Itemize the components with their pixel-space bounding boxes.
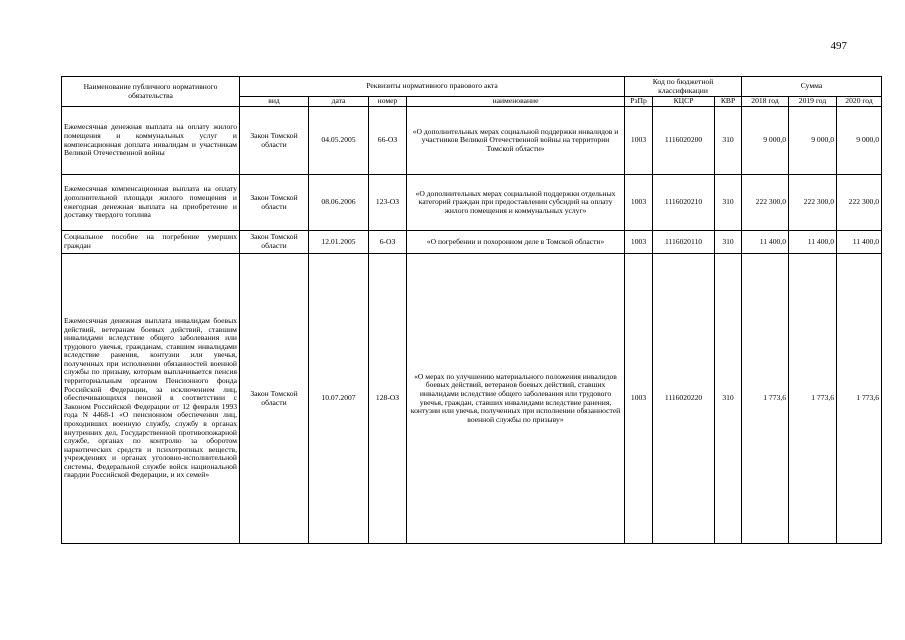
number-cell: 128-ОЗ [369, 254, 407, 544]
date-cell: 12.01.2005 [309, 231, 369, 254]
kcsr-cell: 1116020220 [653, 254, 715, 544]
header-2020: 2020 год [837, 97, 882, 107]
table-row [62, 107, 882, 175]
header-rzpr: РзПр [625, 97, 653, 107]
header-sum: Сумма [742, 77, 882, 97]
obligation-cell: Ежемесячная денежная выплата на оплату жилого помещения и коммунальных услуг и компенсационная доплата инвалидам и участникам Великой Отечественной войны [62, 107, 240, 175]
kcsr-cell: 1116020200 [653, 107, 715, 175]
sum-2020-cell: 1 773,6 [837, 254, 882, 544]
sum-2019-cell: 9 000,0 [789, 107, 837, 175]
date-cell: 08.06.2006 [309, 175, 369, 231]
rzpr-cell: 1003 [625, 175, 653, 231]
sum-2019-cell: 11 400,0 [789, 231, 837, 254]
header-2019: 2019 год [789, 97, 837, 107]
obligation-cell: Ежемесячная компенсационная выплата на оплату дополнительной площади жилого помещения и ежегодная денежная выплата на приобретение и доставку твердого топлива [62, 175, 240, 231]
table-row [62, 254, 882, 544]
table-row [62, 231, 882, 254]
header-date: дата [309, 97, 369, 107]
header-obligation: Наименование публичного нормативного обязательства [62, 77, 240, 107]
header-requisites: Реквизиты нормативного правового акта [240, 77, 625, 97]
kvr-cell: 310 [715, 107, 742, 175]
act-type-cell: Закон Томской области [240, 231, 309, 254]
date-cell: 04.05.2005 [309, 107, 369, 175]
act-name-cell: «О мерах по улучшению материального положения инвалидов боевых действий, ветеранов боевых действий, ставших инвалидами вследствие общего заболевания или трудового увечья, граждан, ставших инвалидами вследствие ранения, контузии или увечья, полученных при исполнении обязанностей военной службы по призыву» [407, 254, 625, 544]
rzpr-cell: 1003 [625, 254, 653, 544]
sum-2018-cell: 222 300,0 [742, 175, 789, 231]
obligation-cell: Ежемесячная денежная выплата инвалидам боевых действий, ветеранам боевых действий, ставшим инвалидами вследствие общего заболевания или трудового увечья, гражданам, ставшим инвалидами вследствие ранения, контузии или увечья, полученных при исполнении обязанностей военной службы по призыву, которым выплачивается пенсия территориальным органом Пенсионного фонда Российской Федерации, за исключением лиц, обеспечивающихся пенсией в соответствии с Законом Российской Федерации от 12 февраля 1993 года N 4468-1 «О пенсионном обеспечении лиц, проходивших военную службу, службу в органах внутренних дел, Государственной противопожарной службе, органах по контролю за оборотом наркотических средств и психотропных веществ, учреждениях и органах уголовно-исполнительной системы, Федеральной службе войск национальной гвардии Российской Федерации, и их семей» [62, 254, 240, 544]
rzpr-cell: 1003 [625, 107, 653, 175]
act-name-cell: «О дополнительных мерах социальной поддержки инвалидов и участников Великой Отечественной войны на территории Томской области» [407, 107, 625, 175]
header-2018: 2018 год [742, 97, 789, 107]
sum-2019-cell: 1 773,6 [789, 254, 837, 544]
header-kcsr: КЦСР [653, 97, 715, 107]
act-name-cell: «О погребении и похоронном деле в Томской области» [407, 231, 625, 254]
table-row [62, 175, 882, 231]
kcsr-cell: 1116020110 [653, 231, 715, 254]
kcsr-cell: 1116020210 [653, 175, 715, 231]
act-name-cell: «О дополнительных мерах социальной поддержки отдельных категорий граждан при предоставлении субсидий на оплату жилого помещения и коммунальных услуг» [407, 175, 625, 231]
act-type-cell: Закон Томской области [240, 254, 309, 544]
kvr-cell: 310 [715, 175, 742, 231]
number-cell: 66-ОЗ [369, 107, 407, 175]
header-kvr: КВР [715, 97, 742, 107]
sum-2018-cell: 1 773,6 [742, 254, 789, 544]
sum-2018-cell: 9 000,0 [742, 107, 789, 175]
kvr-cell: 310 [715, 254, 742, 544]
obligation-cell: Социальное пособие на погребение умерших граждан [62, 231, 240, 254]
date-cell: 10.07.2007 [309, 254, 369, 544]
act-type-cell: Закон Томской области [240, 107, 309, 175]
sum-2020-cell: 9 000,0 [837, 107, 882, 175]
header-budget-code: Код по бюджетной классификации [625, 77, 742, 97]
sum-2019-cell: 222 300,0 [789, 175, 837, 231]
obligations-table [61, 76, 882, 544]
page-number: 497 [830, 40, 847, 52]
header-type: вид [240, 97, 309, 107]
number-cell: 123-ОЗ [369, 175, 407, 231]
sum-2018-cell: 11 400,0 [742, 231, 789, 254]
rzpr-cell: 1003 [625, 231, 653, 254]
header-name: наименование [407, 97, 625, 107]
number-cell: 6-ОЗ [369, 231, 407, 254]
act-type-cell: Закон Томской области [240, 175, 309, 231]
sum-2020-cell: 222 300,0 [837, 175, 882, 231]
sum-2020-cell: 11 400,0 [837, 231, 882, 254]
kvr-cell: 310 [715, 231, 742, 254]
header-number: номер [369, 97, 407, 107]
